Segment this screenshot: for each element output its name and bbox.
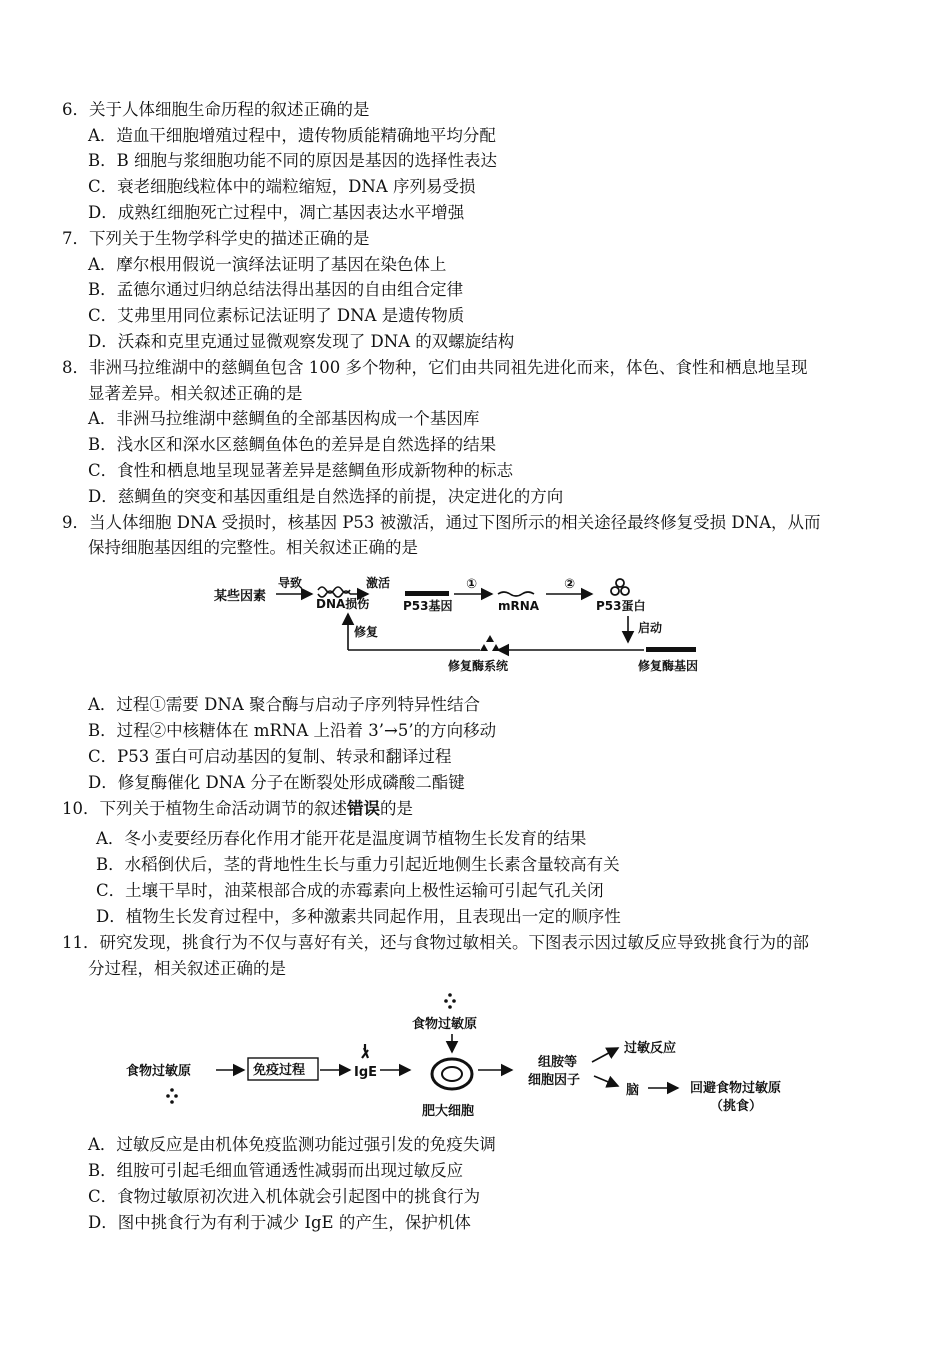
q11-stem-line1: 11．研究发现，挑食行为不仅与喜好有关，还与食物过敏相关。下图表示因过敏反应导致挑食行为的部 [62, 933, 809, 952]
food-allergy-diagram [118, 990, 818, 1125]
allergen-top-label: 食物过敏原 [412, 1017, 478, 1032]
p53-gene-label: P53基因 [403, 599, 453, 613]
allergen-dots-top-icon [444, 993, 456, 1009]
q6-option-b: B．B 细胞与浆细胞功能不同的原因是基因的选择性表达 [88, 151, 497, 170]
q8-stem-line2: 显著差异。相关叙述正确的是 [88, 384, 303, 403]
p53-protein-label: P53蛋白 [596, 599, 646, 613]
mrna-label: mRNA [498, 599, 540, 613]
q6-option-d: D．成熟红细胞死亡过程中，凋亡基因表达水平增强 [88, 203, 465, 222]
q11-option-b: B．组胺可引起毛细血管通透性减弱而出现过敏反应 [88, 1161, 464, 1180]
step1-label: ① [466, 577, 478, 592]
q8-option-c: C．食性和栖息地呈现显著差异是慈鲷鱼形成新物种的标志 [88, 461, 514, 480]
q9-stem-line1: 9．当人体细胞 DNA 受损时，核基因 P53 被激活，通过下图所示的相关途径最终修复受损 DNA，从而 [62, 513, 821, 532]
q7-option-b: B．孟德尔通过归纳总结法得出基因的自由组合定律 [88, 280, 464, 299]
q7-option-d: D．沃森和克里克通过显微观察发现了 DNA 的双螺旋结构 [88, 332, 515, 351]
q9-option-c: C．P53 蛋白可启动基因的复制、转录和翻译过程 [88, 747, 452, 766]
start-label: 启动 [638, 621, 663, 635]
avoid-label-1: 回避食物过敏原 [690, 1081, 782, 1096]
brain-label: 脑 [626, 1083, 640, 1098]
q7-stem: 7．下列关于生物学科学史的描述正确的是 [62, 229, 370, 248]
repair-label: 修复 [354, 625, 379, 639]
cause-label: 导致 [278, 576, 303, 590]
q6-option-a: A．造血干细胞增殖过程中，遗传物质能精确地平均分配 [88, 126, 496, 145]
q10-option-c: C．土壤干旱时，油菜根部合成的赤霉素向上极性运输可引起气孔关闭 [96, 881, 604, 900]
q10-option-d: D．植物生长发育过程中，多种激素共同起作用，且表现出一定的顺序性 [96, 907, 621, 926]
q9-option-b: B．过程②中核糖体在 mRNA 上沿着 3’→5’的方向移动 [88, 721, 497, 740]
q10-stem [62, 798, 413, 820]
q9-option-d: D．修复酶催化 DNA 分子在断裂处形成磷酸二酯键 [88, 773, 465, 792]
p53-pathway-diagram [200, 570, 730, 685]
step2-label: ② [564, 577, 576, 592]
activate-label: 激活 [366, 576, 391, 590]
q6-stem: 6．关于人体细胞生命历程的叙述正确的是 [62, 100, 370, 119]
ige-antibody-icon [362, 1044, 368, 1058]
avoid-label-2: （挑食） [710, 1099, 763, 1114]
to-brain-arrow [594, 1076, 618, 1086]
q11-option-a: A．过敏反应是由机体免疫监测功能过强引发的免疫失调 [88, 1135, 496, 1154]
mast-cell-icon [432, 1059, 472, 1089]
mrna-icon [498, 592, 534, 596]
q11-stem-line2: 分过程，相关叙述正确的是 [88, 959, 286, 978]
q8-option-b: B．浅水区和深水区慈鲷鱼体色的差异是自然选择的结果 [88, 435, 497, 454]
repair-system-icon [480, 635, 500, 651]
ige-label: IgE [354, 1065, 378, 1080]
q9-stem-line2: 保持细胞基因组的完整性。相关叙述正确的是 [88, 538, 418, 557]
q10-stem-prefix: 10．下列关于植物生命活动调节的叙述 [62, 799, 347, 818]
q10-option-a: A．冬小麦要经历春化作用才能开花是温度调节植物生长发育的结果 [96, 829, 587, 848]
q7-option-a: A．摩尔根用假说一演绎法证明了基因在染色体上 [88, 255, 447, 274]
p53-gene-bar [405, 591, 449, 596]
dna-damage-label: DNA损伤 [316, 597, 370, 611]
histamine-label-1: 组胺等 [538, 1055, 578, 1070]
allergen-left-label: 食物过敏原 [126, 1064, 192, 1079]
q6-option-c: C．衰老细胞线粒体中的端粒缩短，DNA 序列易受损 [88, 177, 476, 196]
q8-option-a: A．非洲马拉维湖中慈鲷鱼的全部基因构成一个基因库 [88, 409, 480, 428]
q11-option-d: D．图中挑食行为有利于减少 IgE 的产生，保护机体 [88, 1213, 471, 1232]
q9-option-a: A．过程①需要 DNA 聚合酶与启动子序列特异性结合 [88, 695, 480, 714]
to-allergic-arrow [592, 1048, 618, 1062]
damaged-dna-icon [318, 587, 350, 597]
factor-label: 某些因素 [214, 589, 267, 604]
q11-option-c: C．食物过敏原初次进入机体就会引起图中的挑食行为 [88, 1187, 481, 1206]
q10-option-b: B．水稻倒伏后，茎的背地性生长与重力引起近地侧生长素含量较高有关 [96, 855, 620, 874]
repair-gene-label: 修复酶基因 [638, 659, 699, 673]
allergen-dots-left-icon [166, 1088, 178, 1104]
q8-option-d: D．慈鲷鱼的突变和基因重组是自然选择的前提，决定进化的方向 [88, 487, 564, 506]
repair-gene-bar [646, 647, 696, 652]
histamine-label-2: 细胞因子 [528, 1073, 581, 1088]
q8-stem-line1: 8．非洲马拉维湖中的慈鲷鱼包含 100 多个物种，它们由共同祖先进化而来，体色、食性和栖息地呈现 [62, 358, 808, 377]
p53-protein-icon [611, 579, 629, 595]
allergic-label: 过敏反应 [624, 1041, 677, 1056]
mast-cell-label: 肥大细胞 [422, 1104, 475, 1119]
q10-stem-emphasis: 错误 [347, 799, 380, 818]
immune-label: 免疫过程 [253, 1063, 306, 1078]
q7-option-c: C．艾弗里用同位素标记法证明了 DNA 是遗传物质 [88, 306, 465, 325]
q10-stem-suffix: 的是 [380, 799, 413, 818]
repair-system-label: 修复酶系统 [448, 659, 509, 673]
